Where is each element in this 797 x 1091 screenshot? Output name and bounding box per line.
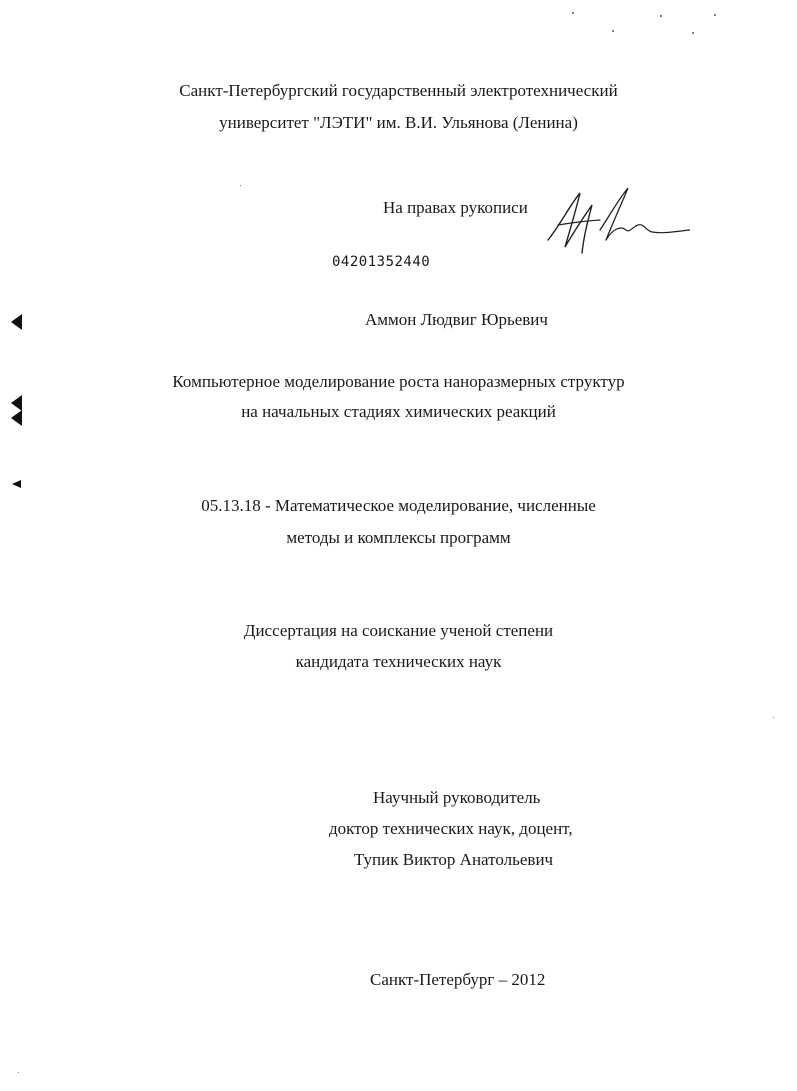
scan-mark-arrow-1 — [11, 314, 22, 330]
scan-speck — [612, 30, 614, 32]
degree-line1: Диссертация на соискание ученой степени — [243, 621, 554, 640]
scan-speck — [773, 717, 774, 718]
advisor-title: доктор технических наук, доцент, — [329, 819, 573, 838]
dissertation-title-line2: на начальных стадиях химических реакций — [241, 402, 556, 421]
manuscript-note: На правах рукописи — [383, 198, 528, 217]
registration-number: 04201352440 — [332, 254, 431, 270]
scan-mark-arrow-4 — [12, 480, 21, 488]
university-name-line1: Санкт-Петербургский государственный электротехнический — [179, 81, 618, 100]
scan-speck — [714, 14, 716, 16]
specialty-line1: 05.13.18 - Математическое моделирование, численные — [201, 496, 596, 515]
scan-speck — [692, 32, 694, 34]
scan-speck — [572, 12, 574, 14]
advisor-name: Тупик Виктор Анатольевич — [354, 850, 554, 869]
dissertation-title-line1: Компьютерное моделирование роста наноразмерных структур — [172, 372, 625, 391]
scan-speck — [660, 15, 662, 17]
scan-speck — [18, 1072, 19, 1073]
signature-image — [540, 185, 690, 260]
scan-mark-arrow-3 — [11, 410, 22, 426]
scan-speck — [240, 185, 241, 186]
specialty-line2: методы и комплексы программ — [286, 528, 511, 547]
author-name: Аммон Людвиг Юрьевич — [365, 310, 548, 329]
place-and-year: Санкт-Петербург – 2012 — [370, 970, 546, 989]
university-name-line2: университет "ЛЭТИ" им. В.И. Ульянова (Ленина) — [219, 113, 578, 132]
advisor-heading: Научный руководитель — [373, 788, 541, 807]
scan-mark-arrow-2 — [11, 395, 22, 411]
degree-line2: кандидата технических наук — [295, 652, 502, 671]
